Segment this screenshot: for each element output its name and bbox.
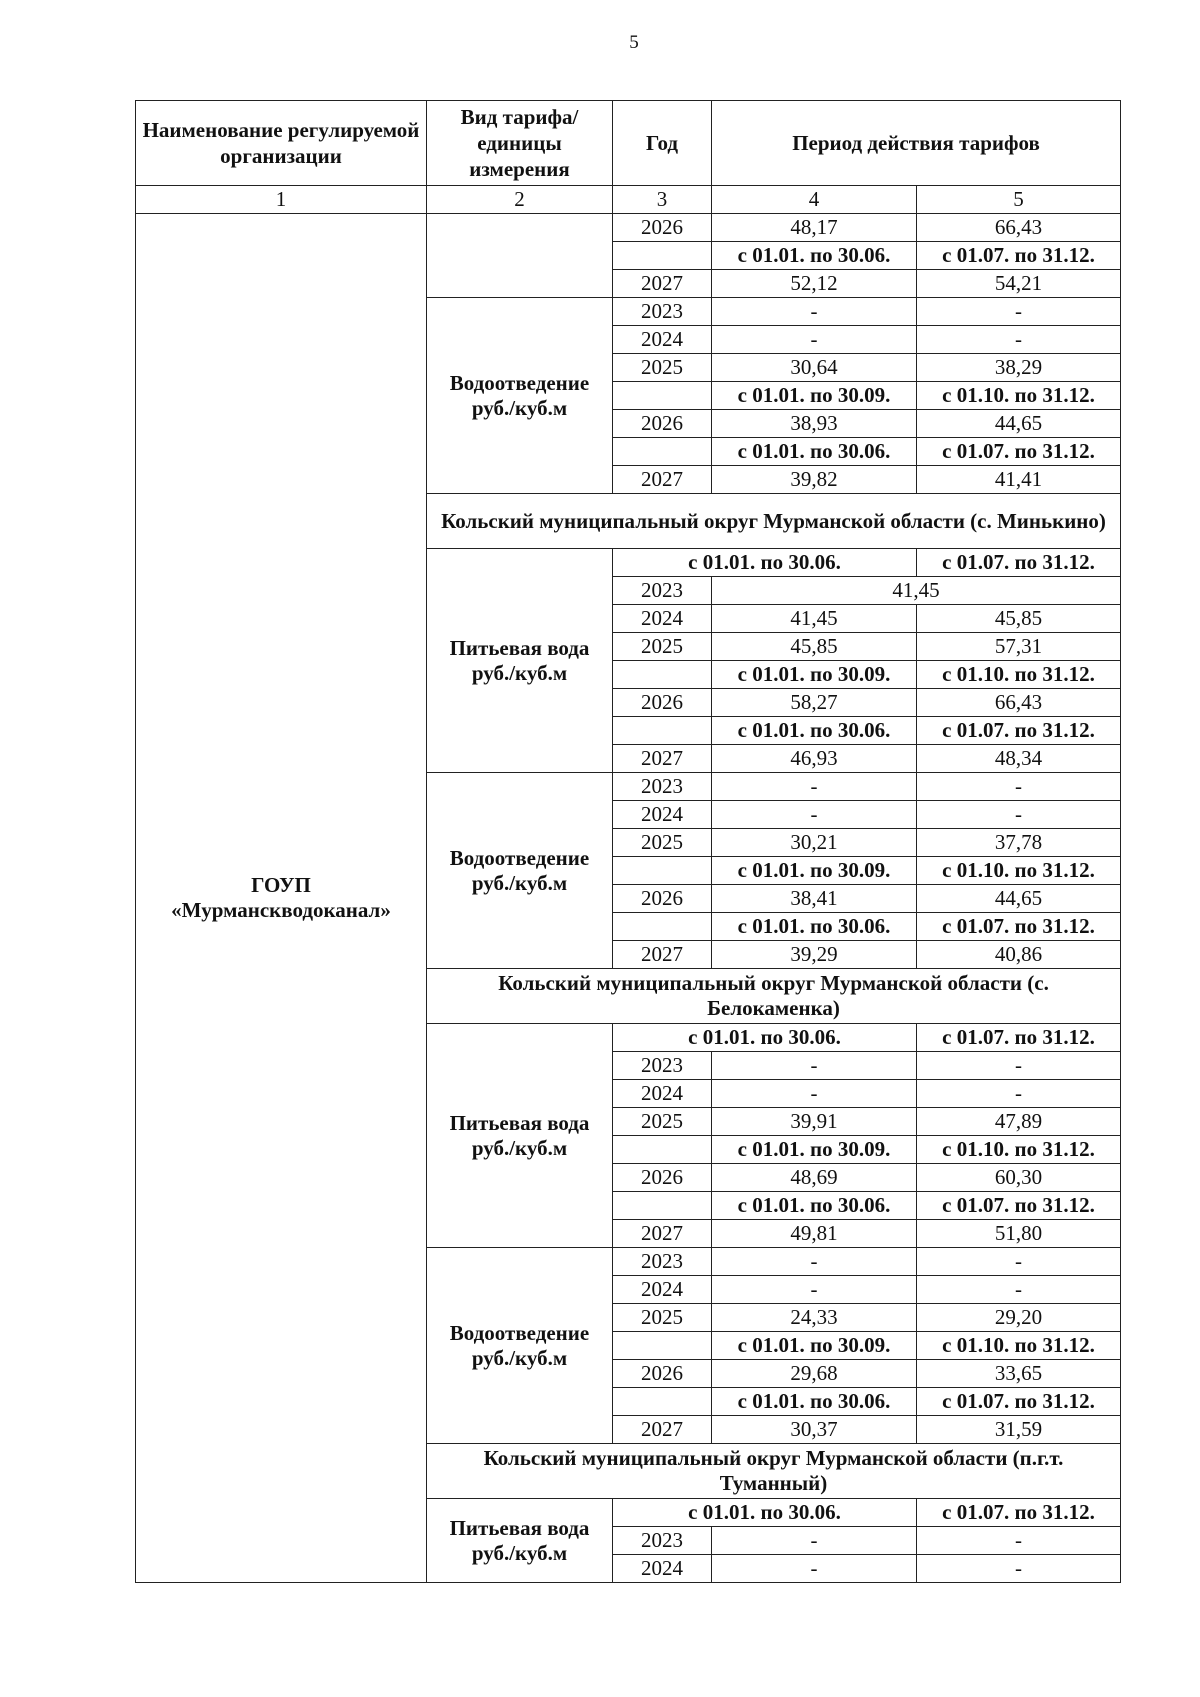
tariff-value: - (917, 773, 1121, 801)
period-cell: с 01.01. по 30.09. (712, 1136, 917, 1164)
tariff-value: 44,65 (917, 885, 1121, 913)
column-number-row (136, 186, 1121, 214)
tariff-value: - (712, 1248, 917, 1276)
tariff-value: - (712, 298, 917, 326)
tariff-value: 44,65 (917, 410, 1121, 438)
tariff-value: 46,93 (712, 745, 917, 773)
year-cell (613, 717, 712, 745)
period-cell: с 01.01. по 30.06. (712, 1192, 917, 1220)
tariff-value: - (712, 773, 917, 801)
year-cell: 2023 (613, 577, 712, 605)
tariff-value: - (917, 1052, 1121, 1080)
tariff-value: - (917, 1276, 1121, 1304)
period-cell: с 01.01. по 30.09. (712, 382, 917, 410)
tariff-value: 30,37 (712, 1416, 917, 1444)
header-type: Вид тарифа/ единицы измерения (427, 101, 613, 186)
year-cell: 2026 (613, 689, 712, 717)
tariff-value: 52,12 (712, 270, 917, 298)
tariff-table-body (136, 101, 1121, 1583)
period-cell: с 01.01. по 30.06. (712, 717, 917, 745)
period-cell: с 01.07. по 31.12. (917, 913, 1121, 941)
year-cell: 2025 (613, 829, 712, 857)
period-cell: с 01.10. по 31.12. (917, 857, 1121, 885)
tariff-value: 45,85 (917, 605, 1121, 633)
year-cell: 2025 (613, 354, 712, 382)
tariff-value: - (712, 1052, 917, 1080)
tariff-value: 40,86 (917, 941, 1121, 969)
year-cell: 2023 (613, 773, 712, 801)
period-cell: с 01.07. по 31.12. (917, 1388, 1121, 1416)
year-cell (613, 438, 712, 466)
year-cell (613, 242, 712, 270)
tariff-value: 41,45 (712, 577, 1121, 605)
year-cell: 2027 (613, 745, 712, 773)
service-type: Питьевая вода руб./куб.м (427, 1024, 613, 1248)
tariff-value: 38,29 (917, 354, 1121, 382)
period-cell: с 01.01. по 30.09. (712, 857, 917, 885)
year-cell: 2027 (613, 270, 712, 298)
table-row (136, 214, 1121, 242)
year-cell (613, 1332, 712, 1360)
tariff-value: - (712, 326, 917, 354)
period-cell: с 01.01. по 30.09. (712, 661, 917, 689)
tariff-value: - (917, 298, 1121, 326)
period-cell: с 01.01. по 30.06. (712, 242, 917, 270)
service-type: Водоотведение руб./куб.м (427, 1248, 613, 1444)
tariff-value: 49,81 (712, 1220, 917, 1248)
year-cell: 2027 (613, 466, 712, 494)
column-number: 1 (136, 186, 427, 214)
service-type: Питьевая вода руб./куб.м (427, 1499, 613, 1583)
year-cell: 2025 (613, 1304, 712, 1332)
period-cell: с 01.01. по 30.09. (712, 1332, 917, 1360)
year-cell: 2027 (613, 941, 712, 969)
year-cell: 2024 (613, 1276, 712, 1304)
tariff-value: 24,33 (712, 1304, 917, 1332)
year-cell: 2026 (613, 885, 712, 913)
tariff-value: 48,69 (712, 1164, 917, 1192)
period-cell: с 01.10. по 31.12. (917, 382, 1121, 410)
period-cell: с 01.10. по 31.12. (917, 661, 1121, 689)
year-cell: 2027 (613, 1416, 712, 1444)
region-name: Кольский муниципальный округ Мурманской области (с. Белокаменка) (427, 969, 1121, 1024)
tariff-value: 33,65 (917, 1360, 1121, 1388)
year-cell: 2024 (613, 801, 712, 829)
period-cell: с 01.01. по 30.06. (613, 1024, 917, 1052)
year-cell (613, 661, 712, 689)
tariff-value: 38,41 (712, 885, 917, 913)
tariff-value: - (917, 1527, 1121, 1555)
service-type: Питьевая вода руб./куб.м (427, 549, 613, 773)
service-type: Водоотведение руб./куб.м (427, 773, 613, 969)
period-cell: с 01.01. по 30.06. (613, 1499, 917, 1527)
tariff-value: 39,29 (712, 941, 917, 969)
year-cell: 2024 (613, 605, 712, 633)
tariff-value: 54,21 (917, 270, 1121, 298)
tariff-value: 66,43 (917, 214, 1121, 242)
period-cell: с 01.07. по 31.12. (917, 1192, 1121, 1220)
year-cell: 2026 (613, 1164, 712, 1192)
tariff-value: - (917, 1080, 1121, 1108)
year-cell (613, 913, 712, 941)
organization-name: ГОУП «Мурманскводоканал» (136, 214, 427, 1583)
tariff-table (135, 100, 1121, 1583)
tariff-value: 29,68 (712, 1360, 917, 1388)
service-type: Водоотведение руб./куб.м (427, 298, 613, 494)
tariff-value: 51,80 (917, 1220, 1121, 1248)
tariff-value: 47,89 (917, 1108, 1121, 1136)
tariff-value: 29,20 (917, 1304, 1121, 1332)
column-number: 3 (613, 186, 712, 214)
period-cell: с 01.07. по 31.12. (917, 1499, 1121, 1527)
tariff-value: 48,17 (712, 214, 917, 242)
period-cell: с 01.10. по 31.12. (917, 1332, 1121, 1360)
tariff-value: - (712, 1080, 917, 1108)
tariff-value: - (712, 801, 917, 829)
tariff-value: 66,43 (917, 689, 1121, 717)
year-cell: 2024 (613, 326, 712, 354)
column-number: 2 (427, 186, 613, 214)
tariff-value: 30,21 (712, 829, 917, 857)
header-org: Наименование регулируемой организации (136, 101, 427, 186)
region-name: Кольский муниципальный округ Мурманской области (п.г.т. Туманный) (427, 1444, 1121, 1499)
year-cell: 2027 (613, 1220, 712, 1248)
tariff-value: 39,91 (712, 1108, 917, 1136)
page-number: 5 (629, 32, 639, 53)
tariff-value: 37,78 (917, 829, 1121, 857)
year-cell: 2023 (613, 298, 712, 326)
header-period: Период действия тарифов (712, 101, 1121, 186)
column-number: 5 (917, 186, 1121, 214)
tariff-value: 41,41 (917, 466, 1121, 494)
header-year: Год (613, 101, 712, 186)
header-row (136, 101, 1121, 186)
tariff-value: - (917, 1555, 1121, 1583)
tariff-value: 31,59 (917, 1416, 1121, 1444)
tariff-value: - (917, 801, 1121, 829)
service-cell-empty (427, 214, 613, 298)
period-cell: с 01.07. по 31.12. (917, 1024, 1121, 1052)
year-cell: 2026 (613, 410, 712, 438)
period-cell: с 01.10. по 31.12. (917, 1136, 1121, 1164)
year-cell (613, 857, 712, 885)
tariff-value: - (917, 326, 1121, 354)
period-cell: с 01.07. по 31.12. (917, 717, 1121, 745)
tariff-value: 57,31 (917, 633, 1121, 661)
tariff-value: 39,82 (712, 466, 917, 494)
year-cell: 2023 (613, 1527, 712, 1555)
tariff-value: - (712, 1555, 917, 1583)
period-cell: с 01.07. по 31.12. (917, 549, 1121, 577)
year-cell: 2023 (613, 1052, 712, 1080)
year-cell (613, 1136, 712, 1164)
year-cell: 2024 (613, 1555, 712, 1583)
tariff-value: - (712, 1276, 917, 1304)
year-cell: 2023 (613, 1248, 712, 1276)
year-cell: 2026 (613, 214, 712, 242)
tariff-value: 41,45 (712, 605, 917, 633)
tariff-value: - (917, 1248, 1121, 1276)
year-cell (613, 1192, 712, 1220)
year-cell: 2024 (613, 1080, 712, 1108)
region-name: Кольский муниципальный округ Мурманской области (с. Минькино) (427, 494, 1121, 549)
year-cell (613, 1388, 712, 1416)
year-cell: 2026 (613, 1360, 712, 1388)
year-cell: 2025 (613, 633, 712, 661)
column-number: 4 (712, 186, 917, 214)
tariff-value: 30,64 (712, 354, 917, 382)
year-cell (613, 382, 712, 410)
period-cell: с 01.01. по 30.06. (613, 549, 917, 577)
tariff-value: 45,85 (712, 633, 917, 661)
tariff-value: 58,27 (712, 689, 917, 717)
year-cell: 2025 (613, 1108, 712, 1136)
tariff-value: - (712, 1527, 917, 1555)
tariff-value: 38,93 (712, 410, 917, 438)
period-cell: с 01.07. по 31.12. (917, 438, 1121, 466)
period-cell: с 01.01. по 30.06. (712, 1388, 917, 1416)
period-cell: с 01.01. по 30.06. (712, 438, 917, 466)
period-cell: с 01.01. по 30.06. (712, 913, 917, 941)
tariff-value: 60,30 (917, 1164, 1121, 1192)
period-cell: с 01.07. по 31.12. (917, 242, 1121, 270)
tariff-value: 48,34 (917, 745, 1121, 773)
